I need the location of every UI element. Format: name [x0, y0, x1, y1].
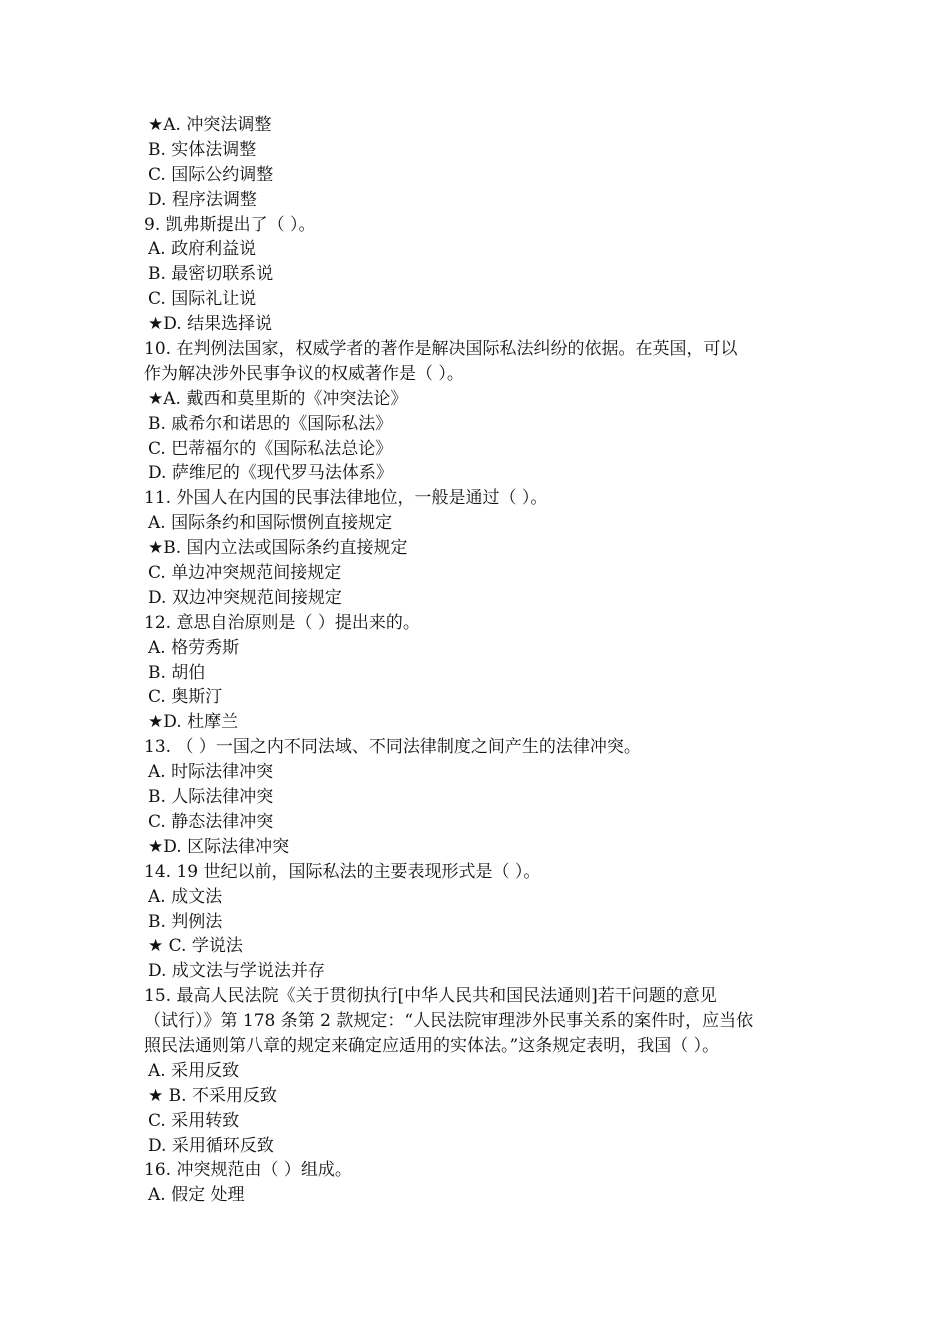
question-continuation: （试行）》第 178 条第 2 款规定：“人民法院审理涉外民事关系的案件时，应当依 — [144, 1011, 754, 1032]
answer-option-correct: ★A. 戴西和莫里斯的《冲突法论》 — [148, 388, 408, 409]
answer-option: A. 成文法 — [148, 886, 223, 907]
answer-option: B. 实体法调整 — [148, 139, 257, 160]
answer-option-correct: ★B. 国内立法或国际条约直接规定 — [148, 538, 408, 559]
answer-option: D. 双边冲突规范间接规定 — [148, 587, 342, 608]
answer-option: D. 成文法与学说法并存 — [148, 961, 325, 982]
answer-option: B. 胡伯 — [148, 662, 206, 683]
answer-option: B. 判例法 — [148, 911, 223, 932]
answer-option: A. 格劳秀斯 — [148, 637, 240, 658]
answer-option: A. 国际条约和国际惯例直接规定 — [148, 513, 393, 534]
answer-option-correct: ★ B. 不采用反致 — [148, 1085, 277, 1106]
question-continuation: 照民法通则第八章的规定来确定应适用的实体法。”这条规定表明，我国（ ）。 — [144, 1035, 720, 1056]
answer-option: B. 戚希尔和诺思的《国际私法》 — [148, 413, 393, 434]
question-line: 13. （ ）一国之内不同法域、不同法律制度之间产生的法律冲突。 — [144, 737, 641, 758]
question-continuation: 作为解决涉外民事争议的权威著作是（ ）。 — [144, 363, 464, 384]
answer-option: B. 最密切联系说 — [148, 264, 274, 285]
answer-option: C. 奥斯汀 — [148, 687, 223, 708]
question-list — [144, 113, 814, 1208]
answer-option: A. 采用反致 — [148, 1060, 240, 1081]
answer-option: A. 政府利益说 — [148, 239, 257, 260]
answer-option: D. 萨维尼的《现代罗马法体系》 — [148, 463, 393, 484]
question-line: 15. 最高人民法院《关于贯彻执行[中华人民共和国民法通则]若干问题的意见 — [144, 986, 717, 1007]
question-line: 14. 19 世纪以前，国际私法的主要表现形式是（ ）。 — [144, 861, 541, 882]
answer-option-correct: ★A. 冲突法调整 — [148, 115, 272, 135]
question-line: 11. 外国人在内国的民事法律地位，一般是通过（ ）。 — [144, 488, 548, 509]
answer-option-correct: ★ C. 学说法 — [148, 936, 243, 957]
answer-option-correct: ★D. 区际法律冲突 — [148, 836, 290, 857]
question-line: 12. 意思自治原则是（ ）提出来的。 — [144, 612, 420, 633]
question-line: 9. 凯弗斯提出了（ ）。 — [144, 214, 316, 235]
answer-option: A. 时际法律冲突 — [148, 762, 274, 783]
answer-option: C. 单边冲突规范间接规定 — [148, 563, 342, 584]
answer-option: C. 国际公约调整 — [148, 164, 274, 185]
answer-option-correct: ★D. 结果选择说 — [148, 314, 273, 335]
answer-option: C. 国际礼让说 — [148, 289, 257, 310]
answer-option: D. 程序法调整 — [148, 189, 257, 210]
question-line: 10. 在判例法国家，权威学者的著作是解决国际私法纠纷的依据。在英国，可以 — [144, 339, 738, 360]
answer-option: D. 采用循环反致 — [148, 1135, 274, 1156]
answer-option: A. 假定 处理 — [148, 1185, 245, 1206]
answer-option-correct: ★D. 杜摩兰 — [148, 712, 239, 733]
answer-option: B. 人际法律冲突 — [148, 787, 274, 808]
answer-option: C. 静态法律冲突 — [148, 811, 274, 832]
question-line: 16. 冲突规范由（ ）组成。 — [144, 1160, 352, 1181]
answer-option: C. 采用转致 — [148, 1110, 240, 1131]
answer-option: C. 巴蒂福尔的《国际私法总论》 — [148, 438, 393, 459]
